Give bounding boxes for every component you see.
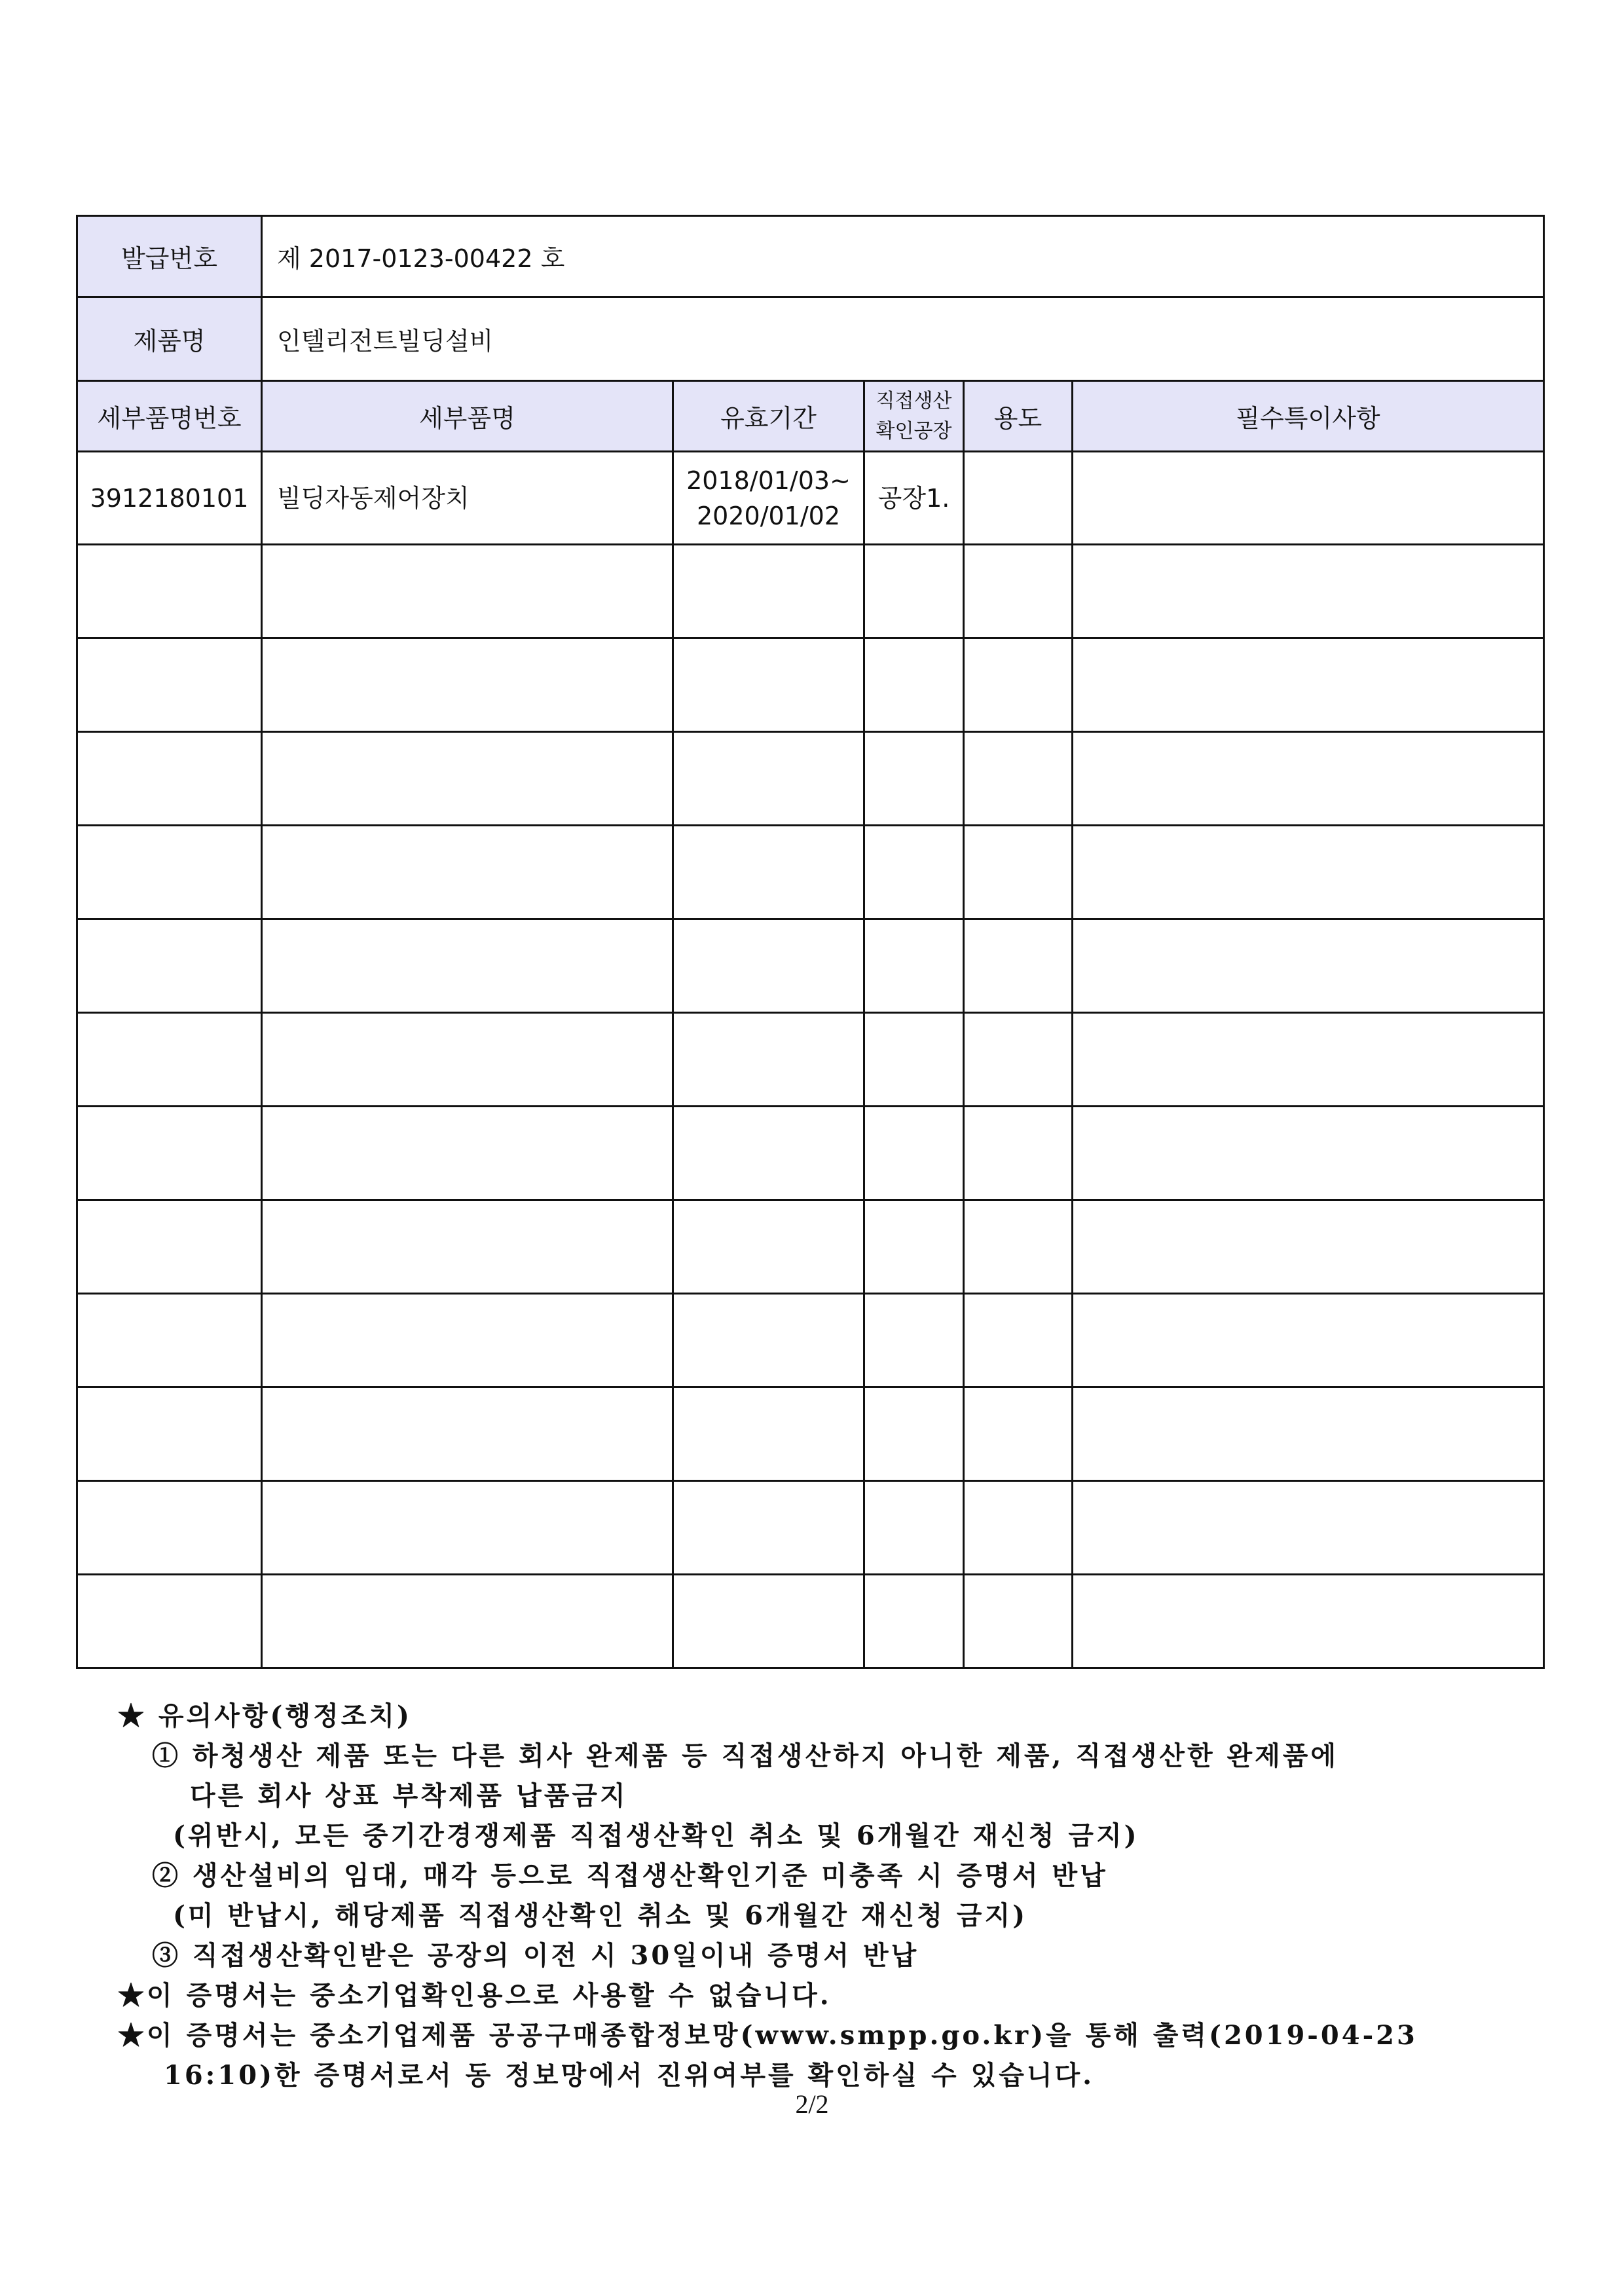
cell-validity <box>673 919 864 1013</box>
cell-usage <box>964 1575 1073 1668</box>
cell-factory <box>864 1575 964 1668</box>
cell-usage <box>964 826 1073 919</box>
cell-factory <box>864 732 964 826</box>
certificate-table <box>76 215 1545 1669</box>
notes-title: ★ 유의사항(행정조치) <box>118 1700 412 1731</box>
cell-usage <box>964 1013 1073 1107</box>
cell-factory <box>864 1294 964 1387</box>
cell-detail-code: 3912180101 <box>77 452 262 545</box>
table-header-row <box>77 381 1544 452</box>
cell-usage <box>964 1107 1073 1200</box>
product-name-label: 제품명 <box>77 297 262 381</box>
cell-factory <box>864 545 964 638</box>
cell-factory <box>864 919 964 1013</box>
header-detail-name: 세부품명 <box>262 381 673 452</box>
table-row <box>77 1387 1544 1481</box>
cell-detail-name <box>262 919 673 1013</box>
cell-usage <box>964 1200 1073 1294</box>
cell-validity <box>673 1107 864 1200</box>
cell-usage <box>964 452 1073 545</box>
cell-detail-code <box>77 545 262 638</box>
cell-factory <box>864 1200 964 1294</box>
cell-required-notes <box>1073 1107 1544 1200</box>
notes-section <box>118 1696 1526 2095</box>
table-row <box>77 1013 1544 1107</box>
cell-detail-code <box>77 1575 262 1668</box>
cell-validity <box>673 545 864 638</box>
validity-start: 2018/01/03~ <box>686 466 851 495</box>
cell-required-notes <box>1073 638 1544 732</box>
table-row <box>77 452 1544 545</box>
cell-detail-code <box>77 1200 262 1294</box>
page-number: 2/2 <box>795 2089 829 2119</box>
cell-factory: 공장1. <box>864 452 964 545</box>
table-row <box>77 1575 1544 1668</box>
cell-detail-name <box>262 826 673 919</box>
cell-factory <box>864 638 964 732</box>
cell-required-notes <box>1073 919 1544 1013</box>
cell-factory <box>864 1107 964 1200</box>
table-row <box>77 826 1544 919</box>
note-item-3-line-1: ③ 직접생산확인받은 공장의 이전 시 30일이내 증명서 반납 <box>152 1940 919 1971</box>
table-row <box>77 1200 1544 1294</box>
cell-detail-code <box>77 919 262 1013</box>
cell-detail-name <box>262 1107 673 1200</box>
notice-small-business: ★이 증명서는 중소기업확인용으로 사용할 수 없습니다. <box>118 1980 832 2011</box>
cell-required-notes <box>1073 1387 1544 1481</box>
cell-factory <box>864 1387 964 1481</box>
cell-usage <box>964 545 1073 638</box>
cell-validity <box>673 452 864 545</box>
cell-detail-code <box>77 638 262 732</box>
cell-required-notes <box>1073 1481 1544 1575</box>
table-row <box>77 1481 1544 1575</box>
note-item-2-line-2: (미 반납시, 해당제품 직접생산확인 취소 및 6개월간 재신청 금지) <box>173 1900 1028 1931</box>
cell-required-notes <box>1073 1575 1544 1668</box>
table-row <box>77 732 1544 826</box>
cell-required-notes <box>1073 545 1544 638</box>
cell-detail-code <box>77 1294 262 1387</box>
cell-detail-name <box>262 545 673 638</box>
issue-number-row <box>77 216 1544 297</box>
note-item-1-line-3: (위반시, 모든 중기간경쟁제품 직접생산확인 취소 및 6개월간 재신청 금지) <box>173 1820 1139 1851</box>
cell-validity <box>673 1200 864 1294</box>
cell-validity <box>673 638 864 732</box>
cell-detail-code <box>77 1107 262 1200</box>
cell-validity <box>673 1387 864 1481</box>
header-usage: 용도 <box>964 381 1073 452</box>
notice-verification-line-1: ★이 증명서는 중소기업제품 공공구매종합정보망(www.smpp.go.kr)을 통해 출력(2019-04-23 <box>118 2020 1418 2051</box>
cell-detail-code <box>77 826 262 919</box>
cell-detail-name <box>262 1200 673 1294</box>
cell-required-notes <box>1073 1013 1544 1107</box>
issue-number-label: 발급번호 <box>77 216 262 297</box>
cell-usage <box>964 1387 1073 1481</box>
cell-detail-name <box>262 638 673 732</box>
note-item-1-line-2: 다른 회사 상표 부착제품 납품금지 <box>190 1780 628 1811</box>
cell-detail-code <box>77 1013 262 1107</box>
cell-detail-name: 빌딩자동제어장치 <box>262 452 673 545</box>
cell-usage <box>964 732 1073 826</box>
header-detail-code: 세부품명번호 <box>77 381 262 452</box>
cell-usage <box>964 1294 1073 1387</box>
header-factory-line1: 직접생산 <box>876 389 952 413</box>
cell-detail-code <box>77 1387 262 1481</box>
validity-end: 2020/01/02 <box>696 501 841 530</box>
cell-factory <box>864 1013 964 1107</box>
header-factory-line2: 확인공장 <box>876 419 952 443</box>
header-required-notes: 필수특이사항 <box>1073 381 1544 452</box>
cell-required-notes <box>1073 732 1544 826</box>
cell-detail-name <box>262 732 673 826</box>
cell-detail-code <box>77 732 262 826</box>
cell-detail-name <box>262 1481 673 1575</box>
cell-detail-name <box>262 1013 673 1107</box>
header-validity: 유효기간 <box>673 381 864 452</box>
cell-detail-code <box>77 1481 262 1575</box>
cell-factory <box>864 826 964 919</box>
table-row <box>77 545 1544 638</box>
cell-factory <box>864 1481 964 1575</box>
issue-number-value: 제 2017-0123-00422 호 <box>262 216 1544 297</box>
product-name-value: 인텔리전트빌딩설비 <box>262 297 1544 381</box>
cell-usage <box>964 919 1073 1013</box>
note-item-2-line-1: ② 생산설비의 임대, 매각 등으로 직접생산확인기준 미충족 시 증명서 반납 <box>152 1860 1108 1891</box>
cell-required-notes <box>1073 1200 1544 1294</box>
table-row <box>77 638 1544 732</box>
cell-detail-name <box>262 1387 673 1481</box>
cell-usage <box>964 1481 1073 1575</box>
table-row <box>77 919 1544 1013</box>
cell-detail-name <box>262 1575 673 1668</box>
cell-validity <box>673 1013 864 1107</box>
cell-required-notes <box>1073 826 1544 919</box>
cell-validity <box>673 826 864 919</box>
table-row <box>77 1294 1544 1387</box>
notice-verification-line-2: 16:10)한 증명서로서 동 정보망에서 진위여부를 확인하실 수 있습니다. <box>164 2060 1095 2091</box>
cell-validity <box>673 1294 864 1387</box>
cell-required-notes <box>1073 452 1544 545</box>
cell-validity <box>673 1481 864 1575</box>
cell-validity <box>673 1575 864 1668</box>
note-item-1-line-1: ① 하청생산 제품 또는 다른 회사 완제품 등 직접생산하지 아니한 제품, 직접생산한 완제품에 <box>152 1740 1339 1771</box>
table-row <box>77 1107 1544 1200</box>
cell-validity <box>673 732 864 826</box>
cell-detail-name <box>262 1294 673 1387</box>
cell-usage <box>964 638 1073 732</box>
cell-required-notes <box>1073 1294 1544 1387</box>
product-name-row <box>77 297 1544 381</box>
header-factory <box>864 381 964 452</box>
